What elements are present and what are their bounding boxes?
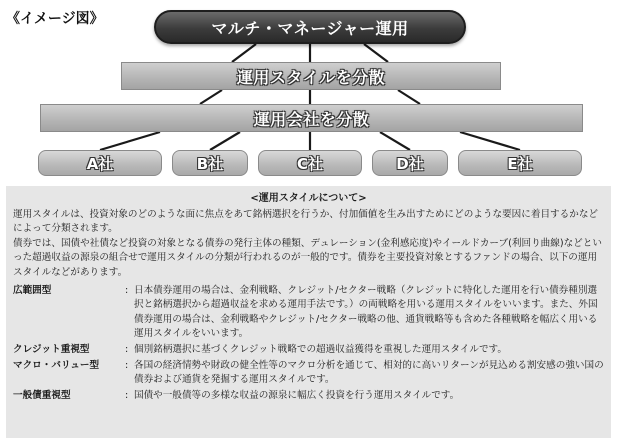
company-node-d: D社 [372, 150, 448, 176]
company-node-b: B社 [172, 150, 248, 176]
connector-line [398, 90, 420, 104]
connector-line [210, 132, 240, 150]
connector-line [380, 132, 410, 150]
definition-term: マクロ・バリュー型 [13, 359, 100, 371]
explanation-paragraph: 運用スタイルは、投資対象のどのような面に焦点をあて銘柄選択を行うか、付加価値を生み出すためにどのような要因に着目するかなどによって分類されます。 [13, 208, 599, 235]
style-explanation-box [6, 186, 611, 438]
connector-line [364, 44, 388, 62]
company-diversification-bar: 運用会社を分散 [40, 104, 583, 132]
definition-row: 広範囲型 : 日本債券運用の場合は、金利戦略、クレジット/セクター戦略（クレジットに特化した運用を行い債券種別選択と銘柄選択から超過収益を求める運用手法です。）の両戦略を用いる運用スタイルをいいます。また、外国債券運用の場合は、金利戦略やクレジット/セクター戦略の他、通貨戦略等も含めた各種戦略を幅広く用いる運用スタイルをいいます。 [13, 284, 604, 342]
definition-row: 一般債重視型 : 国債や一般債等の多様な収益の源泉に幅広く投資を行う運用スタイルです。 [13, 389, 604, 404]
image-heading: 《イメージ図》 [6, 11, 104, 27]
definition-text: 各国の経済情勢や財政の健全性等のマクロ分析を通じて、相対的に高いリターンが見込める割安感の強い国の債券および通貨を発掘する運用スタイルです。 [134, 359, 604, 386]
definition-text: 日本債券運用の場合は、金利戦略、クレジット/セクター戦略（クレジットに特化した運用を行い債券種別選択と銘柄選択から超過収益を求める運用手法です。）の両戦略を用いる運用スタイルをいいます。また、外国債券運用の場合は、金利戦略やクレジット/セクター戦略の他、通貨戦略等も含めた各種戦略を幅広く用いる運用スタイルをいいます。 [134, 284, 598, 340]
definition-term: クレジット重視型 [13, 343, 90, 355]
definition-row: クレジット重視型 : 個別銘柄選択に基づくクレジット戦略での超過収益獲得を重視した運用スタイルです。 [13, 343, 604, 358]
definition-text: 国債や一般債等の多様な収益の源泉に幅広く投資を行う運用スタイルです。 [134, 389, 460, 401]
connector-line [100, 132, 160, 150]
style-definitions [13, 284, 604, 404]
structure-diagram [0, 0, 617, 180]
connector-line [460, 132, 520, 150]
company-node-c: C社 [258, 150, 362, 176]
explanation-title: <運用スタイルについて> [250, 193, 367, 204]
connector-line [200, 90, 222, 104]
definition-text: 個別銘柄選択に基づくクレジット戦略での超過収益獲得を重視した運用スタイルです。 [134, 343, 507, 355]
definition-term: 一般債重視型 [13, 389, 71, 401]
definition-term: 広範囲型 [13, 284, 52, 296]
style-diversification-bar: 運用スタイルを分散 [121, 62, 501, 90]
multi-manager-node: マルチ・マネージャー運用 [154, 10, 466, 44]
company-node-e: E社 [458, 150, 582, 176]
definition-row: マクロ・バリュー型 : 各国の経済情勢や財政の健全性等のマクロ分析を通じて、相対的に高いリターンが見込める割安感の強い国の債券および通貨を発掘する運用スタイルです。 [13, 359, 604, 388]
connector-line [232, 44, 256, 62]
explanation-paragraph: 債券では、国債や社債など投資の対象となる債券の発行主体の種類、デュレーション(金利感応度)やイールドカーブ(利回り曲線)などといった超過収益の源泉の組合せで運用スタイルの分類が行われるのが一般的です。債券を主要投資対象とするファンドの場合、以下の運用スタイルなどがあります。 [13, 237, 602, 278]
company-node-a: A社 [38, 150, 162, 176]
